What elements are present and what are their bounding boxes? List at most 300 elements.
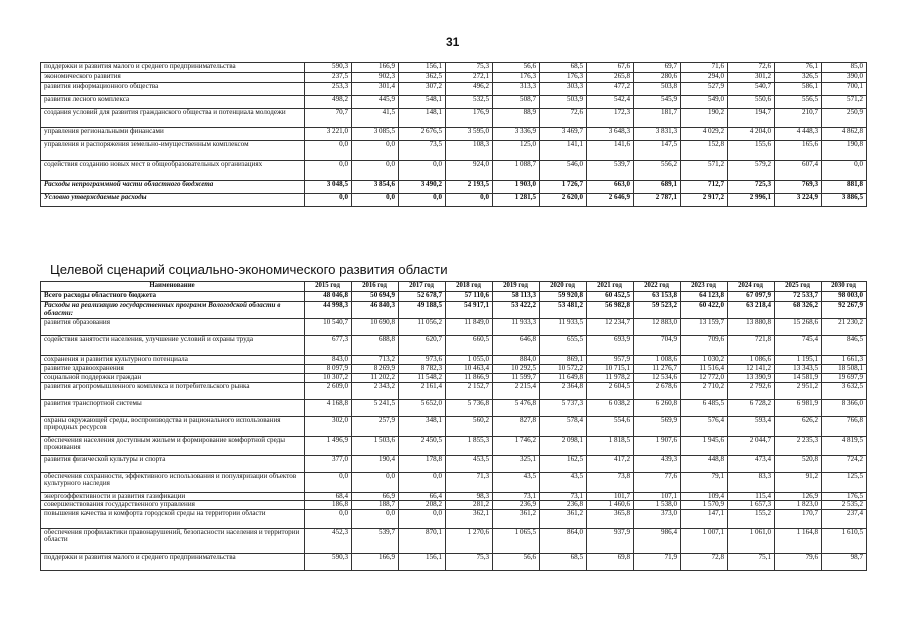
value-cell: 5 736,8: [446, 399, 493, 416]
value-cell: 712,7: [681, 181, 728, 194]
value-cell: 6 038,2: [587, 399, 634, 416]
value-cell: 11 933,3: [493, 319, 540, 336]
value-cell: 92 267,9: [822, 302, 867, 319]
value-cell: 3 886,5: [822, 194, 867, 207]
value-cell: 2 646,9: [587, 194, 634, 207]
value-cell: 1 088,7: [493, 161, 540, 181]
value-cell: 66,4: [399, 492, 446, 501]
value-cell: 361,2: [493, 509, 540, 528]
value-cell: 15 268,6: [775, 319, 822, 336]
value-cell: 508,7: [493, 96, 540, 109]
table-row: [41, 472, 867, 492]
value-cell: 10 690,8: [352, 319, 399, 336]
value-cell: 2 161,4: [399, 382, 446, 399]
value-cell: 280,6: [634, 73, 681, 83]
value-cell: 6 981,9: [775, 399, 822, 416]
value-cell: 208,2: [399, 501, 446, 510]
row-label: развитие здравоохранения: [41, 364, 305, 373]
value-cell: 76,1: [775, 63, 822, 73]
row-label: поддержки и развития малого и среднего предпринимательства: [41, 63, 305, 73]
value-cell: 590,3: [305, 63, 352, 73]
value-cell: 108,3: [446, 141, 493, 161]
value-cell: 704,9: [634, 336, 681, 356]
value-cell: 10 540,7: [305, 319, 352, 336]
value-cell: 186,8: [305, 501, 352, 510]
value-cell: 176,3: [493, 73, 540, 83]
value-cell: 12 772,0: [681, 373, 728, 382]
value-cell: 52 678,7: [399, 292, 446, 302]
value-cell: 769,3: [775, 181, 822, 194]
value-cell: 12 234,7: [587, 319, 634, 336]
value-cell: 1 661,3: [822, 356, 867, 365]
value-cell: 0,0: [305, 141, 352, 161]
row-label: поддержки и развития малого и среднего предпринимательства: [41, 553, 305, 570]
value-cell: 3 648,3: [587, 128, 634, 141]
value-cell: 3 632,5: [822, 382, 867, 399]
value-cell: 12 883,0: [634, 319, 681, 336]
value-cell: 0,0: [399, 509, 446, 528]
value-cell: 67,6: [587, 63, 634, 73]
value-cell: 48 046,8: [305, 292, 352, 302]
value-cell: 0,0: [352, 194, 399, 207]
row-label: социальной поддержки граждан: [41, 373, 305, 382]
value-cell: 709,6: [681, 336, 728, 356]
value-cell: 68,5: [540, 553, 587, 570]
value-cell: 1 945,6: [681, 436, 728, 455]
value-cell: 700,1: [822, 83, 867, 96]
value-cell: 59 920,8: [540, 292, 587, 302]
row-label: развития информационного общества: [41, 83, 305, 96]
value-cell: 60 452,5: [587, 292, 634, 302]
value-cell: 846,5: [822, 336, 867, 356]
value-cell: 3 048,5: [305, 181, 352, 194]
value-cell: 11 276,7: [634, 364, 681, 373]
value-cell: 70,7: [305, 109, 352, 128]
value-cell: 75,3: [446, 553, 493, 570]
value-cell: 294,0: [681, 73, 728, 83]
value-cell: 2 609,0: [305, 382, 352, 399]
value-cell: 13 343,5: [775, 364, 822, 373]
value-cell: 3 224,9: [775, 194, 822, 207]
table-row: [41, 373, 867, 382]
value-cell: 2 710,2: [681, 382, 728, 399]
row-label: повышения качества и комфорта городской среды на территории области: [41, 509, 305, 528]
value-cell: 11 202,2: [352, 373, 399, 382]
budget-table-continued: [40, 62, 867, 207]
value-cell: 4 819,5: [822, 436, 867, 455]
value-cell: 281,2: [446, 501, 493, 510]
value-cell: 79,1: [681, 472, 728, 492]
value-cell: 5 476,8: [493, 399, 540, 416]
value-cell: 236,8: [540, 501, 587, 510]
value-cell: 68 326,2: [775, 302, 822, 319]
header-year: 2024 год: [728, 282, 775, 292]
value-cell: 91,2: [775, 472, 822, 492]
value-cell: 10 715,1: [587, 364, 634, 373]
value-cell: 373,0: [634, 509, 681, 528]
budget-table-target-scenario: [40, 281, 867, 571]
value-cell: 88,9: [493, 109, 540, 128]
value-cell: 1 061,0: [728, 528, 775, 553]
value-cell: 125,5: [822, 472, 867, 492]
value-cell: 63 218,4: [728, 302, 775, 319]
value-cell: 237,4: [822, 509, 867, 528]
value-cell: 377,0: [305, 455, 352, 472]
value-cell: 348,1: [399, 416, 446, 436]
value-cell: 3 221,0: [305, 128, 352, 141]
value-cell: 46 840,3: [352, 302, 399, 319]
value-cell: 14 581,9: [775, 373, 822, 382]
value-cell: 272,1: [446, 73, 493, 83]
value-cell: 4 448,3: [775, 128, 822, 141]
value-cell: 13 390,9: [728, 373, 775, 382]
value-cell: 11 056,2: [399, 319, 446, 336]
value-cell: 166,9: [352, 553, 399, 570]
value-cell: 79,6: [775, 553, 822, 570]
value-cell: 265,8: [587, 73, 634, 83]
value-cell: 141,6: [587, 141, 634, 161]
value-cell: 1 818,5: [587, 436, 634, 455]
value-cell: 2 604,5: [587, 382, 634, 399]
value-cell: 2 215,4: [493, 382, 540, 399]
value-cell: 156,1: [399, 63, 446, 73]
value-cell: 1 460,6: [587, 501, 634, 510]
value-cell: 924,0: [446, 161, 493, 181]
value-cell: 98,3: [446, 492, 493, 501]
value-cell: 237,5: [305, 73, 352, 83]
value-cell: 56,6: [493, 63, 540, 73]
value-cell: 69,8: [587, 553, 634, 570]
value-cell: 19 697,9: [822, 373, 867, 382]
value-cell: 10 292,5: [493, 364, 540, 373]
value-cell: 190,8: [822, 141, 867, 161]
value-cell: 1 270,6: [446, 528, 493, 553]
header-year: 2019 год: [493, 282, 540, 292]
value-cell: 68,4: [305, 492, 352, 501]
value-cell: 473,4: [728, 455, 775, 472]
value-cell: 902,3: [352, 73, 399, 83]
table-row: [41, 194, 867, 207]
value-cell: 71,6: [681, 63, 728, 73]
value-cell: 147,1: [681, 509, 728, 528]
value-cell: 155,6: [728, 141, 775, 161]
value-cell: 590,3: [305, 553, 352, 570]
value-cell: 3 595,0: [446, 128, 493, 141]
table-header-row: [41, 282, 867, 292]
row-label: управления региональными финансами: [41, 128, 305, 141]
value-cell: 2 678,6: [634, 382, 681, 399]
value-cell: 973,6: [399, 356, 446, 365]
table-row: [41, 528, 867, 553]
value-cell: 578,4: [540, 416, 587, 436]
value-cell: 2 787,1: [634, 194, 681, 207]
value-cell: 439,3: [634, 455, 681, 472]
value-cell: 194,7: [728, 109, 775, 128]
value-cell: 843,0: [305, 356, 352, 365]
row-label: создания условий для развития гражданского общества и потенциала молодежи: [41, 109, 305, 128]
value-cell: 303,3: [540, 83, 587, 96]
table-row: [41, 73, 867, 83]
value-cell: 937,9: [587, 528, 634, 553]
value-cell: 362,5: [399, 73, 446, 83]
table-row: [41, 455, 867, 472]
value-cell: 0,0: [822, 161, 867, 181]
value-cell: 326,5: [775, 73, 822, 83]
row-label: обеспечения профилактики правонарушений, безопасности населения и территории области: [41, 528, 305, 553]
value-cell: 71,9: [634, 553, 681, 570]
value-cell: 13 880,8: [728, 319, 775, 336]
value-cell: 190,4: [352, 455, 399, 472]
value-cell: 1 055,0: [446, 356, 493, 365]
header-year: 2018 год: [446, 282, 493, 292]
row-label: обеспечения сохранности, эффективного использования и популяризации объектов культурного наследия: [41, 472, 305, 492]
value-cell: 5 737,3: [540, 399, 587, 416]
value-cell: 550,6: [728, 96, 775, 109]
value-cell: 766,8: [822, 416, 867, 436]
value-cell: 3 085,5: [352, 128, 399, 141]
value-cell: 148,1: [399, 109, 446, 128]
value-cell: 571,2: [822, 96, 867, 109]
value-cell: 10 307,2: [305, 373, 352, 382]
value-cell: 11 933,5: [540, 319, 587, 336]
value-cell: 4 204,0: [728, 128, 775, 141]
value-cell: 1 855,3: [446, 436, 493, 455]
value-cell: 8 269,9: [352, 364, 399, 373]
value-cell: 13 159,7: [681, 319, 728, 336]
value-cell: 49 188,5: [399, 302, 446, 319]
value-cell: 677,3: [305, 336, 352, 356]
value-cell: 556,2: [634, 161, 681, 181]
value-cell: 53 481,2: [540, 302, 587, 319]
value-cell: 1 065,5: [493, 528, 540, 553]
value-cell: 73,8: [587, 472, 634, 492]
value-cell: 68,5: [540, 63, 587, 73]
value-cell: 152,8: [681, 141, 728, 161]
value-cell: 2 792,6: [728, 382, 775, 399]
table-row: [41, 336, 867, 356]
row-label: Условно утверждаемые расходы: [41, 194, 305, 207]
value-cell: 307,2: [399, 83, 446, 96]
table-row: [41, 492, 867, 501]
value-cell: 0,0: [399, 161, 446, 181]
table-row: [41, 319, 867, 336]
value-cell: 827,8: [493, 416, 540, 436]
value-cell: 3 854,6: [352, 181, 399, 194]
value-cell: 539,7: [352, 528, 399, 553]
row-label: Расходы на реализацию государственных программ Вологодской области в области:: [41, 302, 305, 319]
value-cell: 3 490,2: [399, 181, 446, 194]
value-cell: 2 917,2: [681, 194, 728, 207]
value-cell: 693,9: [587, 336, 634, 356]
value-cell: 85,0: [822, 63, 867, 73]
value-cell: 53 422,2: [493, 302, 540, 319]
value-cell: 579,2: [728, 161, 775, 181]
value-cell: 0,0: [305, 509, 352, 528]
value-cell: 1 086,6: [728, 356, 775, 365]
value-cell: 520,8: [775, 455, 822, 472]
value-cell: 646,8: [493, 336, 540, 356]
value-cell: 73,1: [493, 492, 540, 501]
value-cell: 2 098,1: [540, 436, 587, 455]
value-cell: 417,2: [587, 455, 634, 472]
value-cell: 257,9: [352, 416, 399, 436]
value-cell: 390,0: [822, 73, 867, 83]
value-cell: 548,1: [399, 96, 446, 109]
value-cell: 98,7: [822, 553, 867, 570]
value-cell: 2 951,2: [775, 382, 822, 399]
value-cell: 98 003,0: [822, 292, 867, 302]
value-cell: 176,5: [822, 492, 867, 501]
row-label: содействия созданию новых мест в общеобразовательных организациях: [41, 161, 305, 181]
header-year: 2015 год: [305, 282, 352, 292]
value-cell: 72,6: [540, 109, 587, 128]
value-cell: 1 030,2: [681, 356, 728, 365]
table-row: [41, 382, 867, 399]
value-cell: 0,0: [399, 472, 446, 492]
value-cell: 1 657,3: [728, 501, 775, 510]
value-cell: 125,0: [493, 141, 540, 161]
row-label: развития транспортной системы: [41, 399, 305, 416]
value-cell: 75,3: [446, 63, 493, 73]
value-cell: 3 469,7: [540, 128, 587, 141]
value-cell: 101,7: [587, 492, 634, 501]
value-cell: 12 141,2: [728, 364, 775, 373]
value-cell: 21 230,2: [822, 319, 867, 336]
row-label: Расходы непрограммной части областного бюджета: [41, 181, 305, 194]
value-cell: 1 503,6: [352, 436, 399, 455]
value-cell: 0,0: [446, 194, 493, 207]
value-cell: 0,0: [352, 472, 399, 492]
value-cell: 301,2: [728, 73, 775, 83]
value-cell: 109,4: [681, 492, 728, 501]
row-label: управления и распоряжения земельно-имущественным комплексом: [41, 141, 305, 161]
value-cell: 477,2: [587, 83, 634, 96]
header-year: 2016 год: [352, 282, 399, 292]
value-cell: 141,1: [540, 141, 587, 161]
row-label: сохранения и развития культурного потенциала: [41, 356, 305, 365]
value-cell: 0,0: [305, 472, 352, 492]
row-label: энергоэффективности и развития газификации: [41, 492, 305, 501]
row-label: совершенствования государственного управления: [41, 501, 305, 510]
value-cell: 1 496,9: [305, 436, 352, 455]
value-cell: 448,8: [681, 455, 728, 472]
value-cell: 11 548,2: [399, 373, 446, 382]
row-label: развития физической культуры и спорта: [41, 455, 305, 472]
value-cell: 4 029,2: [681, 128, 728, 141]
value-cell: 1 907,6: [634, 436, 681, 455]
value-cell: 313,3: [493, 83, 540, 96]
value-cell: 176,9: [446, 109, 493, 128]
value-cell: 165,6: [775, 141, 822, 161]
value-cell: 2 535,2: [822, 501, 867, 510]
value-cell: 3 831,3: [634, 128, 681, 141]
value-cell: 63 153,8: [634, 292, 681, 302]
value-cell: 57 110,6: [446, 292, 493, 302]
value-cell: 250,9: [822, 109, 867, 128]
value-cell: 75,1: [728, 553, 775, 570]
value-cell: 301,4: [352, 83, 399, 96]
value-cell: 115,4: [728, 492, 775, 501]
value-cell: 190,2: [681, 109, 728, 128]
value-cell: 576,4: [681, 416, 728, 436]
value-cell: 10 463,4: [446, 364, 493, 373]
value-cell: 72,6: [728, 63, 775, 73]
value-cell: 107,1: [634, 492, 681, 501]
value-cell: 8 782,3: [399, 364, 446, 373]
value-cell: 60 422,0: [681, 302, 728, 319]
value-cell: 188,7: [352, 501, 399, 510]
value-cell: 6 260,8: [634, 399, 681, 416]
value-cell: 176,3: [540, 73, 587, 83]
value-cell: 503,8: [634, 83, 681, 96]
value-cell: 72,8: [681, 553, 728, 570]
value-cell: 155,2: [728, 509, 775, 528]
value-cell: 0,0: [305, 194, 352, 207]
value-cell: 69,7: [634, 63, 681, 73]
table-row: [41, 96, 867, 109]
value-cell: 2 044,7: [728, 436, 775, 455]
value-cell: 41,5: [352, 109, 399, 128]
value-cell: 0,0: [399, 194, 446, 207]
value-cell: 73,1: [540, 492, 587, 501]
table-row: [41, 399, 867, 416]
value-cell: 362,1: [446, 509, 493, 528]
value-cell: 66,9: [352, 492, 399, 501]
value-cell: 725,3: [728, 181, 775, 194]
value-cell: 1 746,2: [493, 436, 540, 455]
value-cell: 549,0: [681, 96, 728, 109]
value-cell: 54 917,1: [446, 302, 493, 319]
value-cell: 2 343,2: [352, 382, 399, 399]
value-cell: 11 978,2: [587, 373, 634, 382]
value-cell: 10 572,2: [540, 364, 587, 373]
value-cell: 302,0: [305, 416, 352, 436]
value-cell: 83,3: [728, 472, 775, 492]
table-row: [41, 509, 867, 528]
value-cell: 571,2: [681, 161, 728, 181]
header-year: 2025 год: [775, 282, 822, 292]
table-row: [41, 302, 867, 319]
value-cell: 210,7: [775, 109, 822, 128]
table-row: [41, 83, 867, 96]
value-cell: 172,3: [587, 109, 634, 128]
row-label: Всего расходы областного бюджета: [41, 292, 305, 302]
value-cell: 453,5: [446, 455, 493, 472]
value-cell: 689,1: [634, 181, 681, 194]
value-cell: 607,4: [775, 161, 822, 181]
value-cell: 8 366,0: [822, 399, 867, 416]
value-cell: 72 533,7: [775, 292, 822, 302]
value-cell: 1 007,1: [681, 528, 728, 553]
table-row: [41, 436, 867, 455]
value-cell: 540,7: [728, 83, 775, 96]
value-cell: 6 728,2: [728, 399, 775, 416]
row-label: развития лесного комплекса: [41, 96, 305, 109]
value-cell: 64 123,8: [681, 292, 728, 302]
value-cell: 532,5: [446, 96, 493, 109]
value-cell: 43,5: [493, 472, 540, 492]
value-cell: 59 523,2: [634, 302, 681, 319]
value-cell: 1 538,0: [634, 501, 681, 510]
value-cell: 545,9: [634, 96, 681, 109]
value-cell: 626,2: [775, 416, 822, 436]
value-cell: 156,1: [399, 553, 446, 570]
value-cell: 147,5: [634, 141, 681, 161]
value-cell: 12 534,6: [634, 373, 681, 382]
value-cell: 957,9: [587, 356, 634, 365]
value-cell: 2 152,7: [446, 382, 493, 399]
value-cell: 560,2: [446, 416, 493, 436]
